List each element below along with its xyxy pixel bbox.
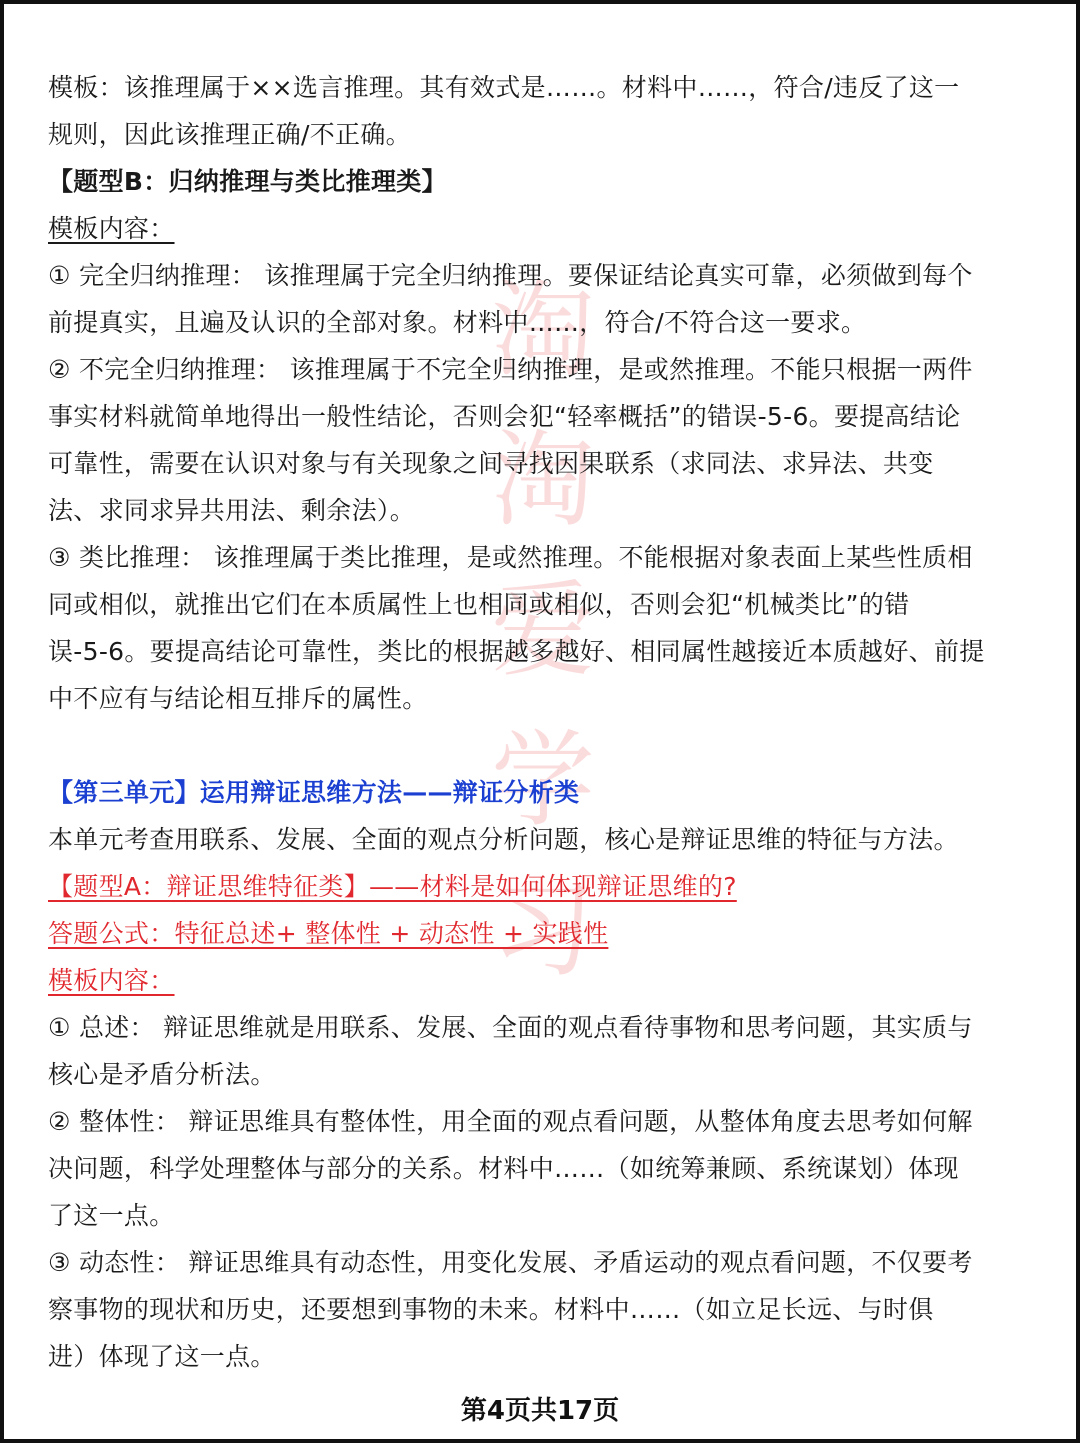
list-item-line: 可靠性，需要在认识对象与有关现象之间寻找因果联系（求同法、求异法、共变 (48, 449, 934, 478)
watermark-char: 学 (490, 719, 595, 841)
list-item-line: 中不应有与结论相互排斥的属性。 (48, 684, 428, 713)
list-item-line: ① 总述： 辩证思维就是用联系、发展、全面的观点看待事物和思考问题，其实质与 (48, 1013, 973, 1042)
page-number: 第4页共17页 (460, 1396, 620, 1426)
template-line: 规则，因此该推理正确/不正确。 (48, 120, 411, 149)
template-label: 模板内容： (48, 214, 175, 243)
watermark-char: 爱 (490, 569, 595, 691)
template-line: 模板：该推理属于××选言推理。其有效式是……。材料中……，符合/违反了这一 (48, 73, 960, 102)
watermark-char: 淘 (490, 269, 595, 391)
list-item-line: 决问题，科学处理整体与部分的关系。材料中……（如统筹兼顾、系统谋划）体现 (48, 1154, 959, 1183)
unit-intro: 本单元考查用联系、发展、全面的观点分析问题，核心是辩证思维的特征与方法。 (48, 825, 959, 854)
unit-heading: 【第三单元】运用辩证思维方法——辩证分析类 (48, 778, 580, 807)
watermark-char: 习 (490, 869, 595, 991)
spacer (48, 722, 1018, 769)
template-label: 模板内容： (48, 966, 175, 995)
list-item-line: ③ 类比推理： 该推理属于类比推理，是或然推理。不能根据对象表面上某些性质相 (48, 543, 973, 572)
list-item-line: 前提真实，且遍及认识的全部对象。材料中……，符合/不符合这一要求。 (48, 308, 867, 337)
list-item-line: ③ 动态性： 辩证思维具有动态性，用变化发展、矛盾运动的观点看问题，不仅要考 (48, 1248, 973, 1277)
type-a-heading: 【题型A：辩证思维特征类】——材料是如何体现辩证思维的? (48, 872, 737, 901)
list-item-line: 同或相似，就推出它们在本质属性上也相同或相似，否则会犯“机械类比”的错 (48, 590, 910, 619)
list-item-line: 事实材料就简单地得出一般性结论，否则会犯“轻率概括”的错误-5-6。要提高结论 (48, 402, 961, 431)
section-heading-type-b: 【题型B：归纳推理与类比推理类】 (48, 167, 447, 196)
list-item-line: 核心是矛盾分析法。 (48, 1060, 276, 1089)
list-item-line: 进）体现了这一点。 (48, 1342, 276, 1371)
list-item-line: ② 整体性： 辩证思维具有整体性，用全面的观点看问题，从整体角度去思考如何解 (48, 1107, 973, 1136)
watermark-char: 淘 (490, 419, 595, 541)
list-item-line: 了这一点。 (48, 1201, 175, 1230)
list-item-line: 法、求同求异共用法、剩余法）。 (48, 496, 416, 525)
document-body (48, 64, 1018, 1380)
list-item-line: ② 不完全归纳推理： 该推理属于不完全归纳推理，是或然推理。不能只根据一两件 (48, 355, 973, 384)
answer-formula: 答题公式：特征总述+ 整体性 + 动态性 + 实践性 (48, 919, 609, 948)
list-item-line: 察事物的现状和历史，还要想到事物的未来。材料中……（如立足长远、与时俱 (48, 1295, 934, 1324)
list-item-line: ① 完全归纳推理： 该推理属于完全归纳推理。要保证结论真实可靠，必须做到每个 (48, 261, 973, 290)
list-item-line: 误-5-6。要提高结论可靠性，类比的根据越多越好、相同属性越接近本质越好、前提 (48, 637, 985, 666)
